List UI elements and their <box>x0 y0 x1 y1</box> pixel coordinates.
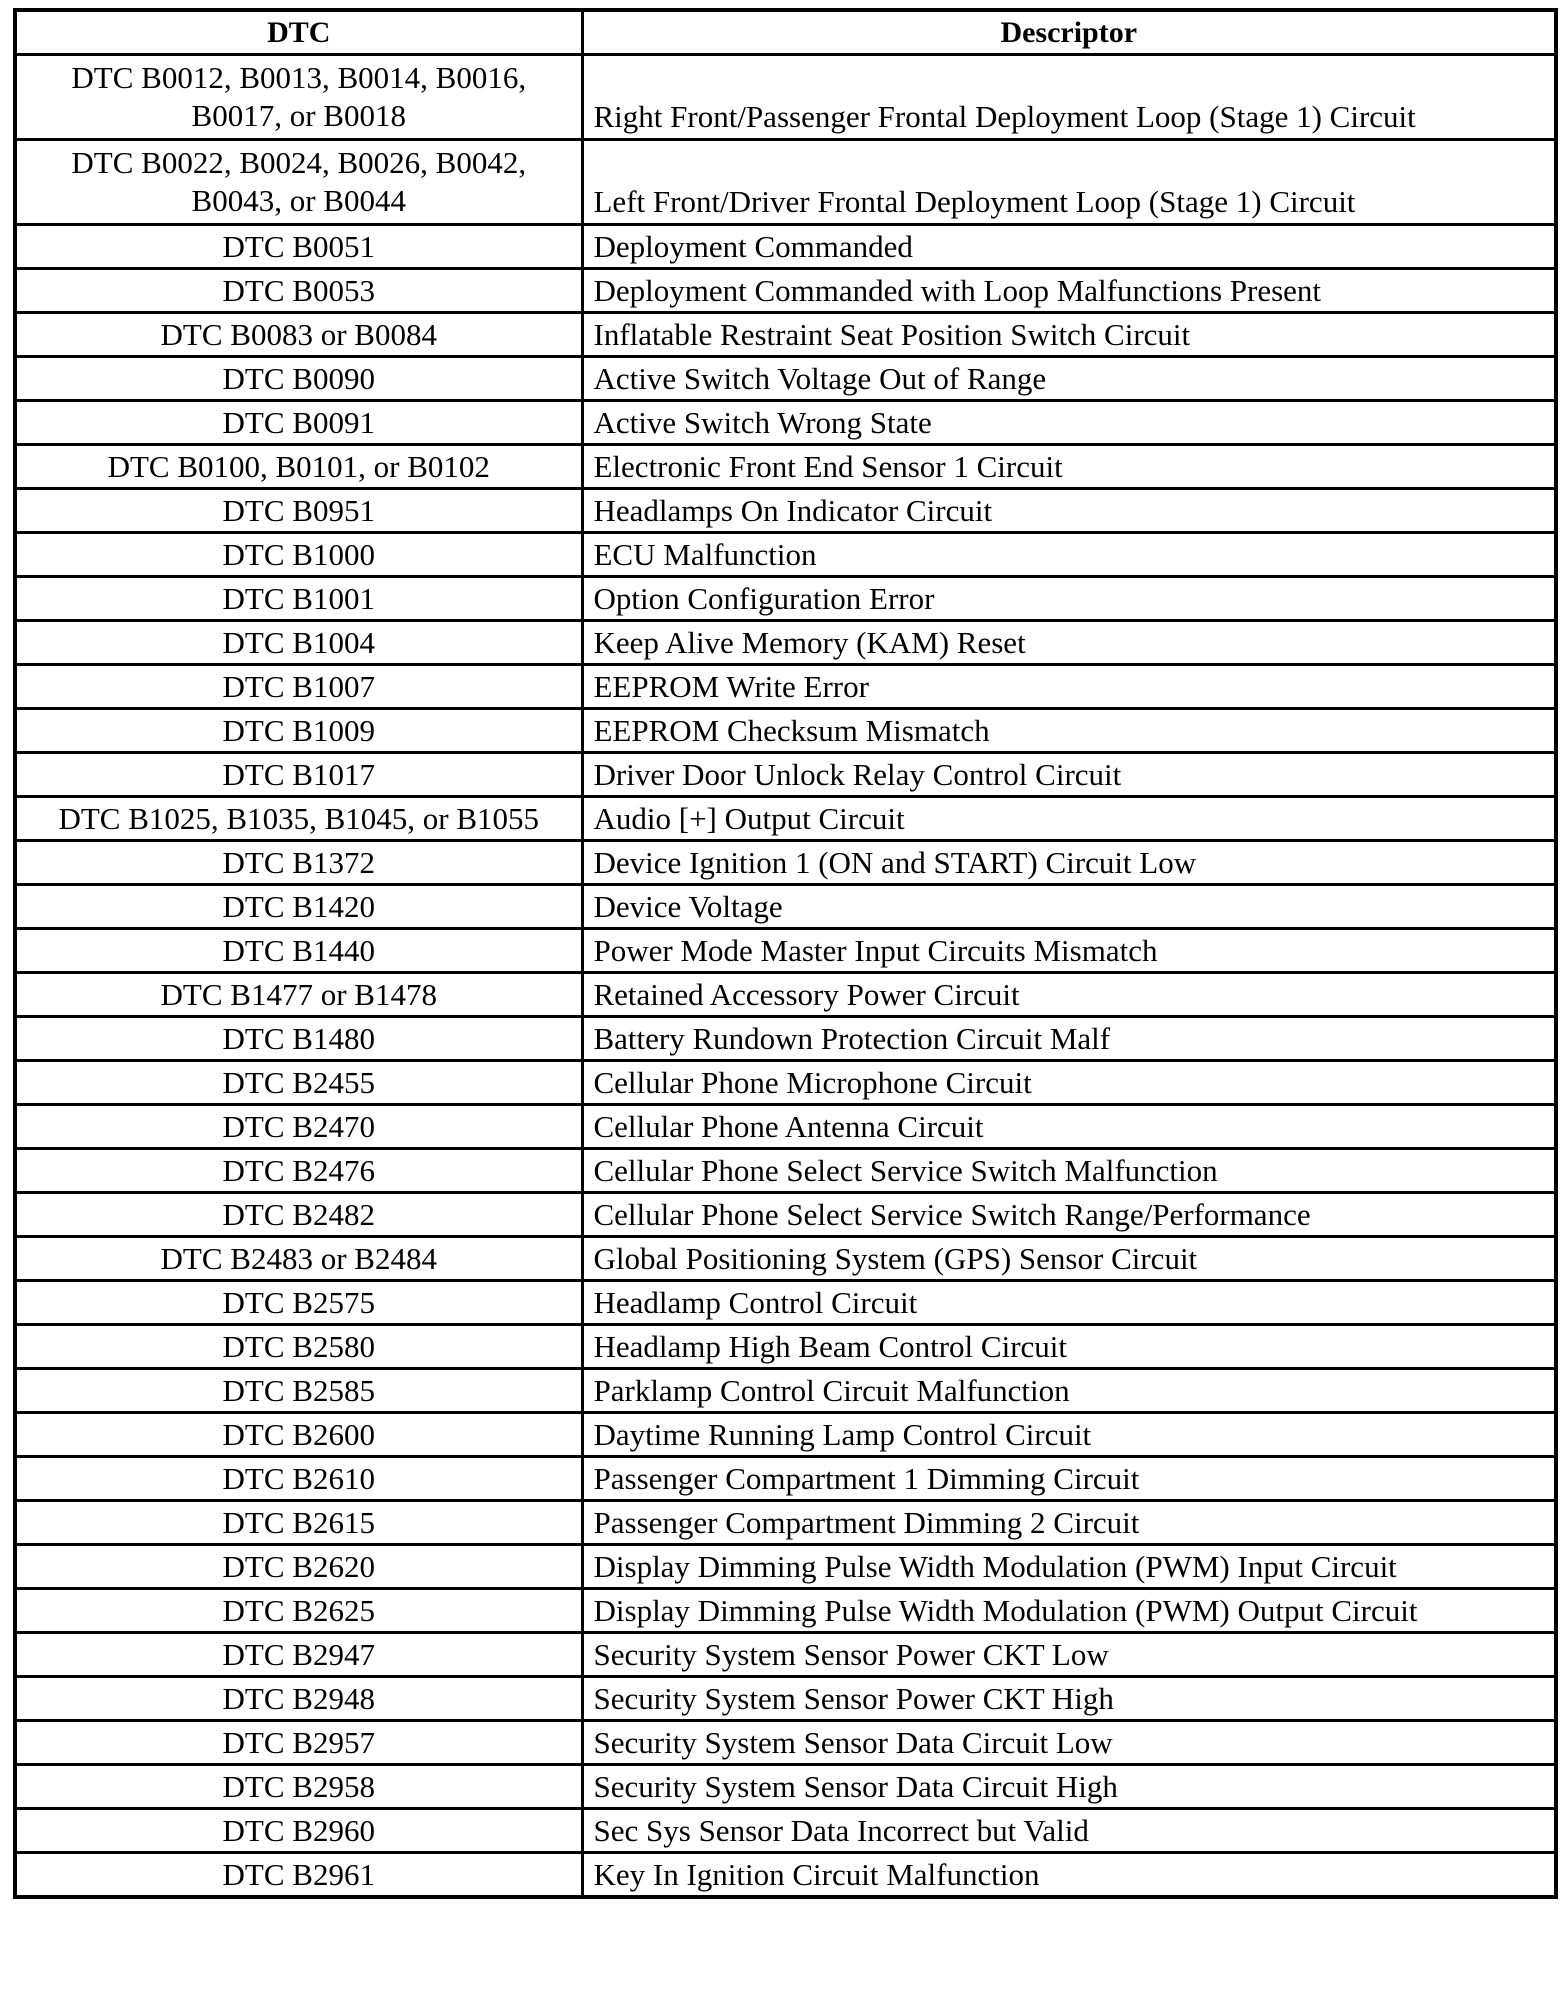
descriptor-cell: Cellular Phone Antenna Circuit <box>582 1105 1556 1149</box>
dtc-cell: DTC B2615 <box>15 1501 582 1545</box>
descriptor-cell: Option Configuration Error <box>582 577 1556 621</box>
dtc-cell: DTC B1372 <box>15 841 582 885</box>
table-row <box>15 1721 1556 1765</box>
table-row <box>15 797 1556 841</box>
descriptor-cell: Keep Alive Memory (KAM) Reset <box>582 621 1556 665</box>
dtc-cell: DTC B0951 <box>15 489 582 533</box>
dtc-cell: DTC B2482 <box>15 1193 582 1237</box>
descriptor-cell: Daytime Running Lamp Control Circuit <box>582 1413 1556 1457</box>
table-row <box>15 1633 1556 1677</box>
dtc-cell: DTC B1001 <box>15 577 582 621</box>
descriptor-cell: Display Dimming Pulse Width Modulation (PWM) Input Circuit <box>582 1545 1556 1589</box>
descriptor-cell: Security System Sensor Data Circuit Low <box>582 1721 1556 1765</box>
dtc-cell: DTC B1420 <box>15 885 582 929</box>
descriptor-cell: Display Dimming Pulse Width Modulation (PWM) Output Circuit <box>582 1589 1556 1633</box>
dtc-cell: DTC B1007 <box>15 665 582 709</box>
descriptor-cell: Battery Rundown Protection Circuit Malf <box>582 1017 1556 1061</box>
descriptor-cell: Deployment Commanded with Loop Malfunctions Present <box>582 269 1556 313</box>
dtc-cell: DTC B2625 <box>15 1589 582 1633</box>
dtc-cell: DTC B0053 <box>15 269 582 313</box>
dtc-cell: DTC B2961 <box>15 1853 582 1898</box>
descriptor-cell: ECU Malfunction <box>582 533 1556 577</box>
descriptor-cell: Parklamp Control Circuit Malfunction <box>582 1369 1556 1413</box>
descriptor-cell: Cellular Phone Select Service Switch Malfunction <box>582 1149 1556 1193</box>
descriptor-cell: Audio [+] Output Circuit <box>582 797 1556 841</box>
table-row <box>15 1017 1556 1061</box>
dtc-cell: DTC B0022, B0024, B0026, B0042, B0043, or B0044 <box>15 140 582 225</box>
descriptor-cell: Headlamps On Indicator Circuit <box>582 489 1556 533</box>
dtc-cell: DTC B2455 <box>15 1061 582 1105</box>
descriptor-cell: Global Positioning System (GPS) Sensor Circuit <box>582 1237 1556 1281</box>
dtc-cell: DTC B2580 <box>15 1325 582 1369</box>
table-row <box>15 1413 1556 1457</box>
table-row <box>15 1765 1556 1809</box>
descriptor-cell: Left Front/Driver Frontal Deployment Loop (Stage 1) Circuit <box>582 140 1556 225</box>
table-row <box>15 1369 1556 1413</box>
table-row <box>15 1853 1556 1898</box>
dtc-cell: DTC B1480 <box>15 1017 582 1061</box>
descriptor-cell: Security System Sensor Power CKT Low <box>582 1633 1556 1677</box>
descriptor-cell: EEPROM Checksum Mismatch <box>582 709 1556 753</box>
descriptor-cell: Cellular Phone Select Service Switch Range/Performance <box>582 1193 1556 1237</box>
dtc-cell: DTC B2948 <box>15 1677 582 1721</box>
dtc-cell: DTC B1025, B1035, B1045, or B1055 <box>15 797 582 841</box>
dtc-cell: DTC B2960 <box>15 1809 582 1853</box>
table-row <box>15 709 1556 753</box>
dtc-cell: DTC B0012, B0013, B0014, B0016, B0017, or B0018 <box>15 55 582 140</box>
table-row <box>15 313 1556 357</box>
table-row <box>15 665 1556 709</box>
dtc-cell: DTC B0090 <box>15 357 582 401</box>
table-row <box>15 1589 1556 1633</box>
table-row <box>15 357 1556 401</box>
table-row <box>15 445 1556 489</box>
dtc-cell: DTC B0100, B0101, or B0102 <box>15 445 582 489</box>
table-row <box>15 1325 1556 1369</box>
dtc-cell: DTC B0091 <box>15 401 582 445</box>
dtc-cell: DTC B2947 <box>15 1633 582 1677</box>
table-row <box>15 55 1556 140</box>
table-row <box>15 225 1556 269</box>
table-row <box>15 841 1556 885</box>
dtc-table <box>13 8 1558 1899</box>
dtc-cell: DTC B1440 <box>15 929 582 973</box>
dtc-cell: DTC B2483 or B2484 <box>15 1237 582 1281</box>
table-row <box>15 753 1556 797</box>
table-row <box>15 621 1556 665</box>
descriptor-cell: Cellular Phone Microphone Circuit <box>582 1061 1556 1105</box>
table-row <box>15 929 1556 973</box>
descriptor-cell: Device Voltage <box>582 885 1556 929</box>
dtc-cell: DTC B1004 <box>15 621 582 665</box>
descriptor-cell: Passenger Compartment 1 Dimming Circuit <box>582 1457 1556 1501</box>
descriptor-cell: Headlamp High Beam Control Circuit <box>582 1325 1556 1369</box>
descriptor-cell: Security System Sensor Data Circuit High <box>582 1765 1556 1809</box>
descriptor-cell: Sec Sys Sensor Data Incorrect but Valid <box>582 1809 1556 1853</box>
table-row <box>15 269 1556 313</box>
descriptor-cell: Power Mode Master Input Circuits Mismatch <box>582 929 1556 973</box>
descriptor-cell: Headlamp Control Circuit <box>582 1281 1556 1325</box>
descriptor-cell: Right Front/Passenger Frontal Deployment Loop (Stage 1) Circuit <box>582 55 1556 140</box>
descriptor-cell: Driver Door Unlock Relay Control Circuit <box>582 753 1556 797</box>
descriptor-cell: Inflatable Restraint Seat Position Switch Circuit <box>582 313 1556 357</box>
descriptor-cell: Device Ignition 1 (ON and START) Circuit Low <box>582 841 1556 885</box>
table-row <box>15 577 1556 621</box>
dtc-cell: DTC B2470 <box>15 1105 582 1149</box>
table-row <box>15 401 1556 445</box>
dtc-cell: DTC B1017 <box>15 753 582 797</box>
table-row <box>15 140 1556 225</box>
table-row <box>15 1193 1556 1237</box>
header-descriptor: Descriptor <box>582 10 1556 55</box>
table-row <box>15 489 1556 533</box>
descriptor-cell: Passenger Compartment Dimming 2 Circuit <box>582 1501 1556 1545</box>
dtc-cell: DTC B2610 <box>15 1457 582 1501</box>
table-row <box>15 1061 1556 1105</box>
dtc-cell: DTC B2585 <box>15 1369 582 1413</box>
dtc-cell: DTC B2476 <box>15 1149 582 1193</box>
dtc-cell: DTC B1009 <box>15 709 582 753</box>
descriptor-cell: Security System Sensor Power CKT High <box>582 1677 1556 1721</box>
table-row <box>15 533 1556 577</box>
dtc-cell: DTC B2600 <box>15 1413 582 1457</box>
table-row <box>15 1457 1556 1501</box>
table-row <box>15 1809 1556 1853</box>
table-row <box>15 1105 1556 1149</box>
dtc-cell: DTC B2957 <box>15 1721 582 1765</box>
descriptor-cell: Active Switch Voltage Out of Range <box>582 357 1556 401</box>
table-row <box>15 885 1556 929</box>
dtc-cell: DTC B2575 <box>15 1281 582 1325</box>
table-body <box>15 55 1556 1898</box>
descriptor-cell: EEPROM Write Error <box>582 665 1556 709</box>
table-row <box>15 1501 1556 1545</box>
header-dtc: DTC <box>15 10 582 55</box>
dtc-cell: DTC B2620 <box>15 1545 582 1589</box>
table-row <box>15 1149 1556 1193</box>
descriptor-cell: Key In Ignition Circuit Malfunction <box>582 1853 1556 1898</box>
table-row <box>15 1281 1556 1325</box>
descriptor-cell: Deployment Commanded <box>582 225 1556 269</box>
dtc-cell: DTC B0083 or B0084 <box>15 313 582 357</box>
table-row <box>15 973 1556 1017</box>
dtc-cell: DTC B2958 <box>15 1765 582 1809</box>
table-row <box>15 1237 1556 1281</box>
dtc-cell: DTC B1000 <box>15 533 582 577</box>
descriptor-cell: Retained Accessory Power Circuit <box>582 973 1556 1017</box>
descriptor-cell: Electronic Front End Sensor 1 Circuit <box>582 445 1556 489</box>
dtc-cell: DTC B1477 or B1478 <box>15 973 582 1017</box>
table-row <box>15 1545 1556 1589</box>
table-row <box>15 1677 1556 1721</box>
dtc-cell: DTC B0051 <box>15 225 582 269</box>
descriptor-cell: Active Switch Wrong State <box>582 401 1556 445</box>
header-row <box>15 10 1556 55</box>
